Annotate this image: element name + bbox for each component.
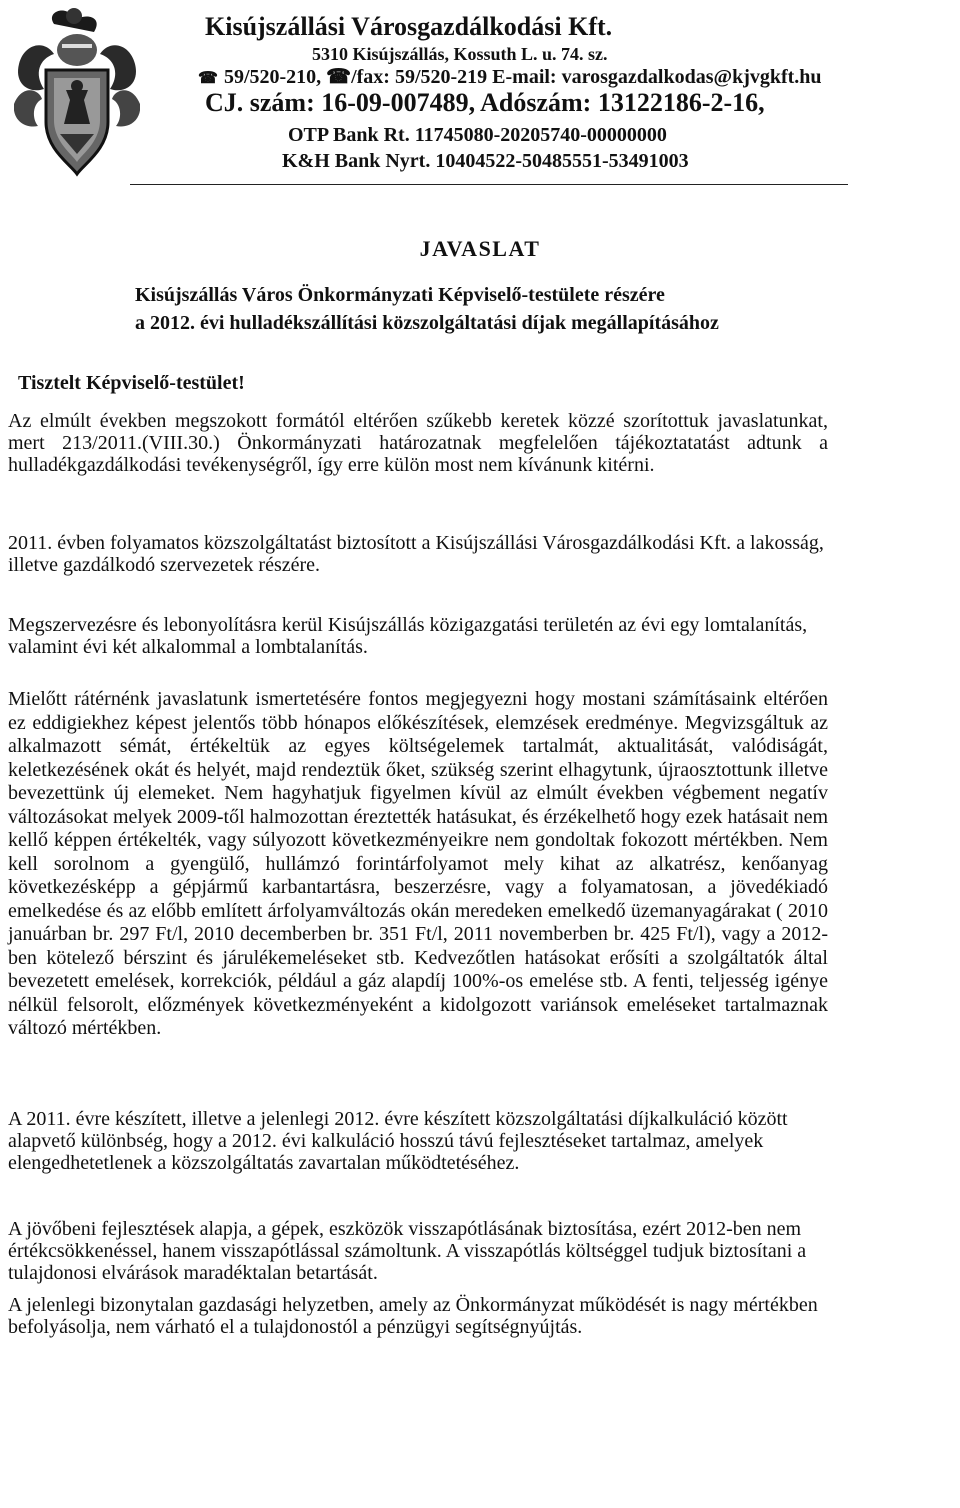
paragraph: Az elmúlt években megszokott formától eltérően szűkebb keretek közzé szorítottuk javaslatunkat, mert 213/2011.(VIII.30.) Önkormányzati határozatnak megfelelően tájékoztatatást adtunk a hulladékgazdálkodási tevékenységről, így erre külön most nem kívánunk kitérni. [8,410,828,476]
paragraph: Mielőtt rátérnénk javaslatunk ismertetésére fontos megjegyezni hogy mostani számításaink eltérően ez eddigiekhez képest jelentős több hónapos előkészítések, elemzések eredménye. Megvizsgáltuk az alkalmazott sémát, értékeltük az egyes költségelemek tartalmát, aktualitását, valódiságát, keletkezésének okát és helyét, majd rendeztük őket, szükség szerint elhagytunk, újraosztottunk illetve bevezettünk új elemeket. Nem hagyhatjuk figyelmen kívül az elmúlt években végbement negatív változásokat melyek 2009-től halmozottan éreztették hatásukat, és érzékelhető hogy ezek hatásait nem kellő képpen értékelték, vagy súlyozott következményeikre nem gondoltak fokozott mértékben. Nem kell sorolnom a gyengülő, hullámzó forintárfolyamot mely kihat az alkatrész, kenőanyag következésképp a gépjármű karbantartásra, beszerzésre, vagy a folyamatosan, a jövedékiadó emelkedése és az előbb említett árfolyamváltozás okán meredeken emelkedő üzemanyagárakat ( 2010 januárban br. 297 Ft/l, 2010 decemberben br. 351 Ft/l, 2011 novemberben br. 425 Ft/l), vagy a 2012-ben kötelező bérszint és járulékemeléseket stb. Kedvezőtlen hatásokat erősíti a szolgáltatók által bevezetett emelések, korrekciók, például a gáz alapdíj 100%-os emelése stb. A fenti, teljesség igénye nélkül felsorolt, előzmények következményeként a kidolgozott variánsok emeléseket tartalmaznak változó mértékben. [8,688,828,1039]
paragraph: A 2011. évre készített, illetve a jelenlegi 2012. évre készített közszolgáltatási díjkalkuláció között alapvető különbség, hogy a 2012. évi kalkuláció hosszú távú fejlesztéseket tartalmaz, amelyek elengedhetetlenek a közszolgáltatás zavartalan működtetéséhez. [8,1108,788,1174]
paragraph: A jelenlegi bizonytalan gazdasági helyzetben, amely az Önkormányzat működését is nagy mértékben befolyásolja, nem várható el a tulajdonostól a pénzügyi segítségnyújtás. [8,1294,818,1338]
coat-of-arms-icon [14,4,140,180]
document-subtitle-line1: Kisújszállás Város Önkormányzati Képviselő-testülete részére [135,284,665,306]
document-subtitle-line2: a 2012. évi hulladékszállítási közszolgáltatási díjak megállapításához [135,312,719,334]
phone-fax-email: 59/520-210, ☎/fax: 59/520-219 E-mail: varosgazdalkodas@kjvgkft.hu [223,66,822,88]
salutation: Tisztelt Képviselő-testület! [18,372,245,394]
bank-account-otp: OTP Bank Rt. 11745080-20205740-00000000 [288,124,667,146]
letterhead-divider [130,184,848,185]
paragraph: 2011. évben folyamatos közszolgáltatást biztosított a Kisújszállási Városgazdálkodási Kft. a lakosság, illetve gazdálkodó szervezetek részére. [8,532,824,576]
bank-account-kh: K&H Bank Nyrt. 10404522-50485551-53491003 [282,150,689,172]
paragraph: Megszervezésre és lebonyolításra kerül Kisújszállás közigazgatási területén az évi egy lomtalanítás, valamint évi két alkalommal a lombtalanítás. [8,614,808,658]
paragraph: A jövőbeni fejlesztések alapja, a gépek, eszközök visszapótlásának biztosítása, ezért 2012-ben nem értékcsökkenéssel, hanem visszapótlással számoltunk. A visszapótlás költséggel tudjuk biztosítani a tulajdonosi elvárások maradéktalan betartását. [8,1218,807,1284]
contact-line [198,64,822,89]
registration-number: CJ. szám: 16-09-007489, Adószám: 13122186-2-16, [205,88,765,117]
company-address: 5310 Kisújszállás, Kossuth L. u. 74. sz. [312,44,608,64]
document-title: JAVASLAT [419,236,541,261]
phone-icon: ☎ [198,70,218,87]
company-name: Kisújszállási Városgazdálkodási Kft. [205,12,613,41]
letterhead [0,0,960,200]
